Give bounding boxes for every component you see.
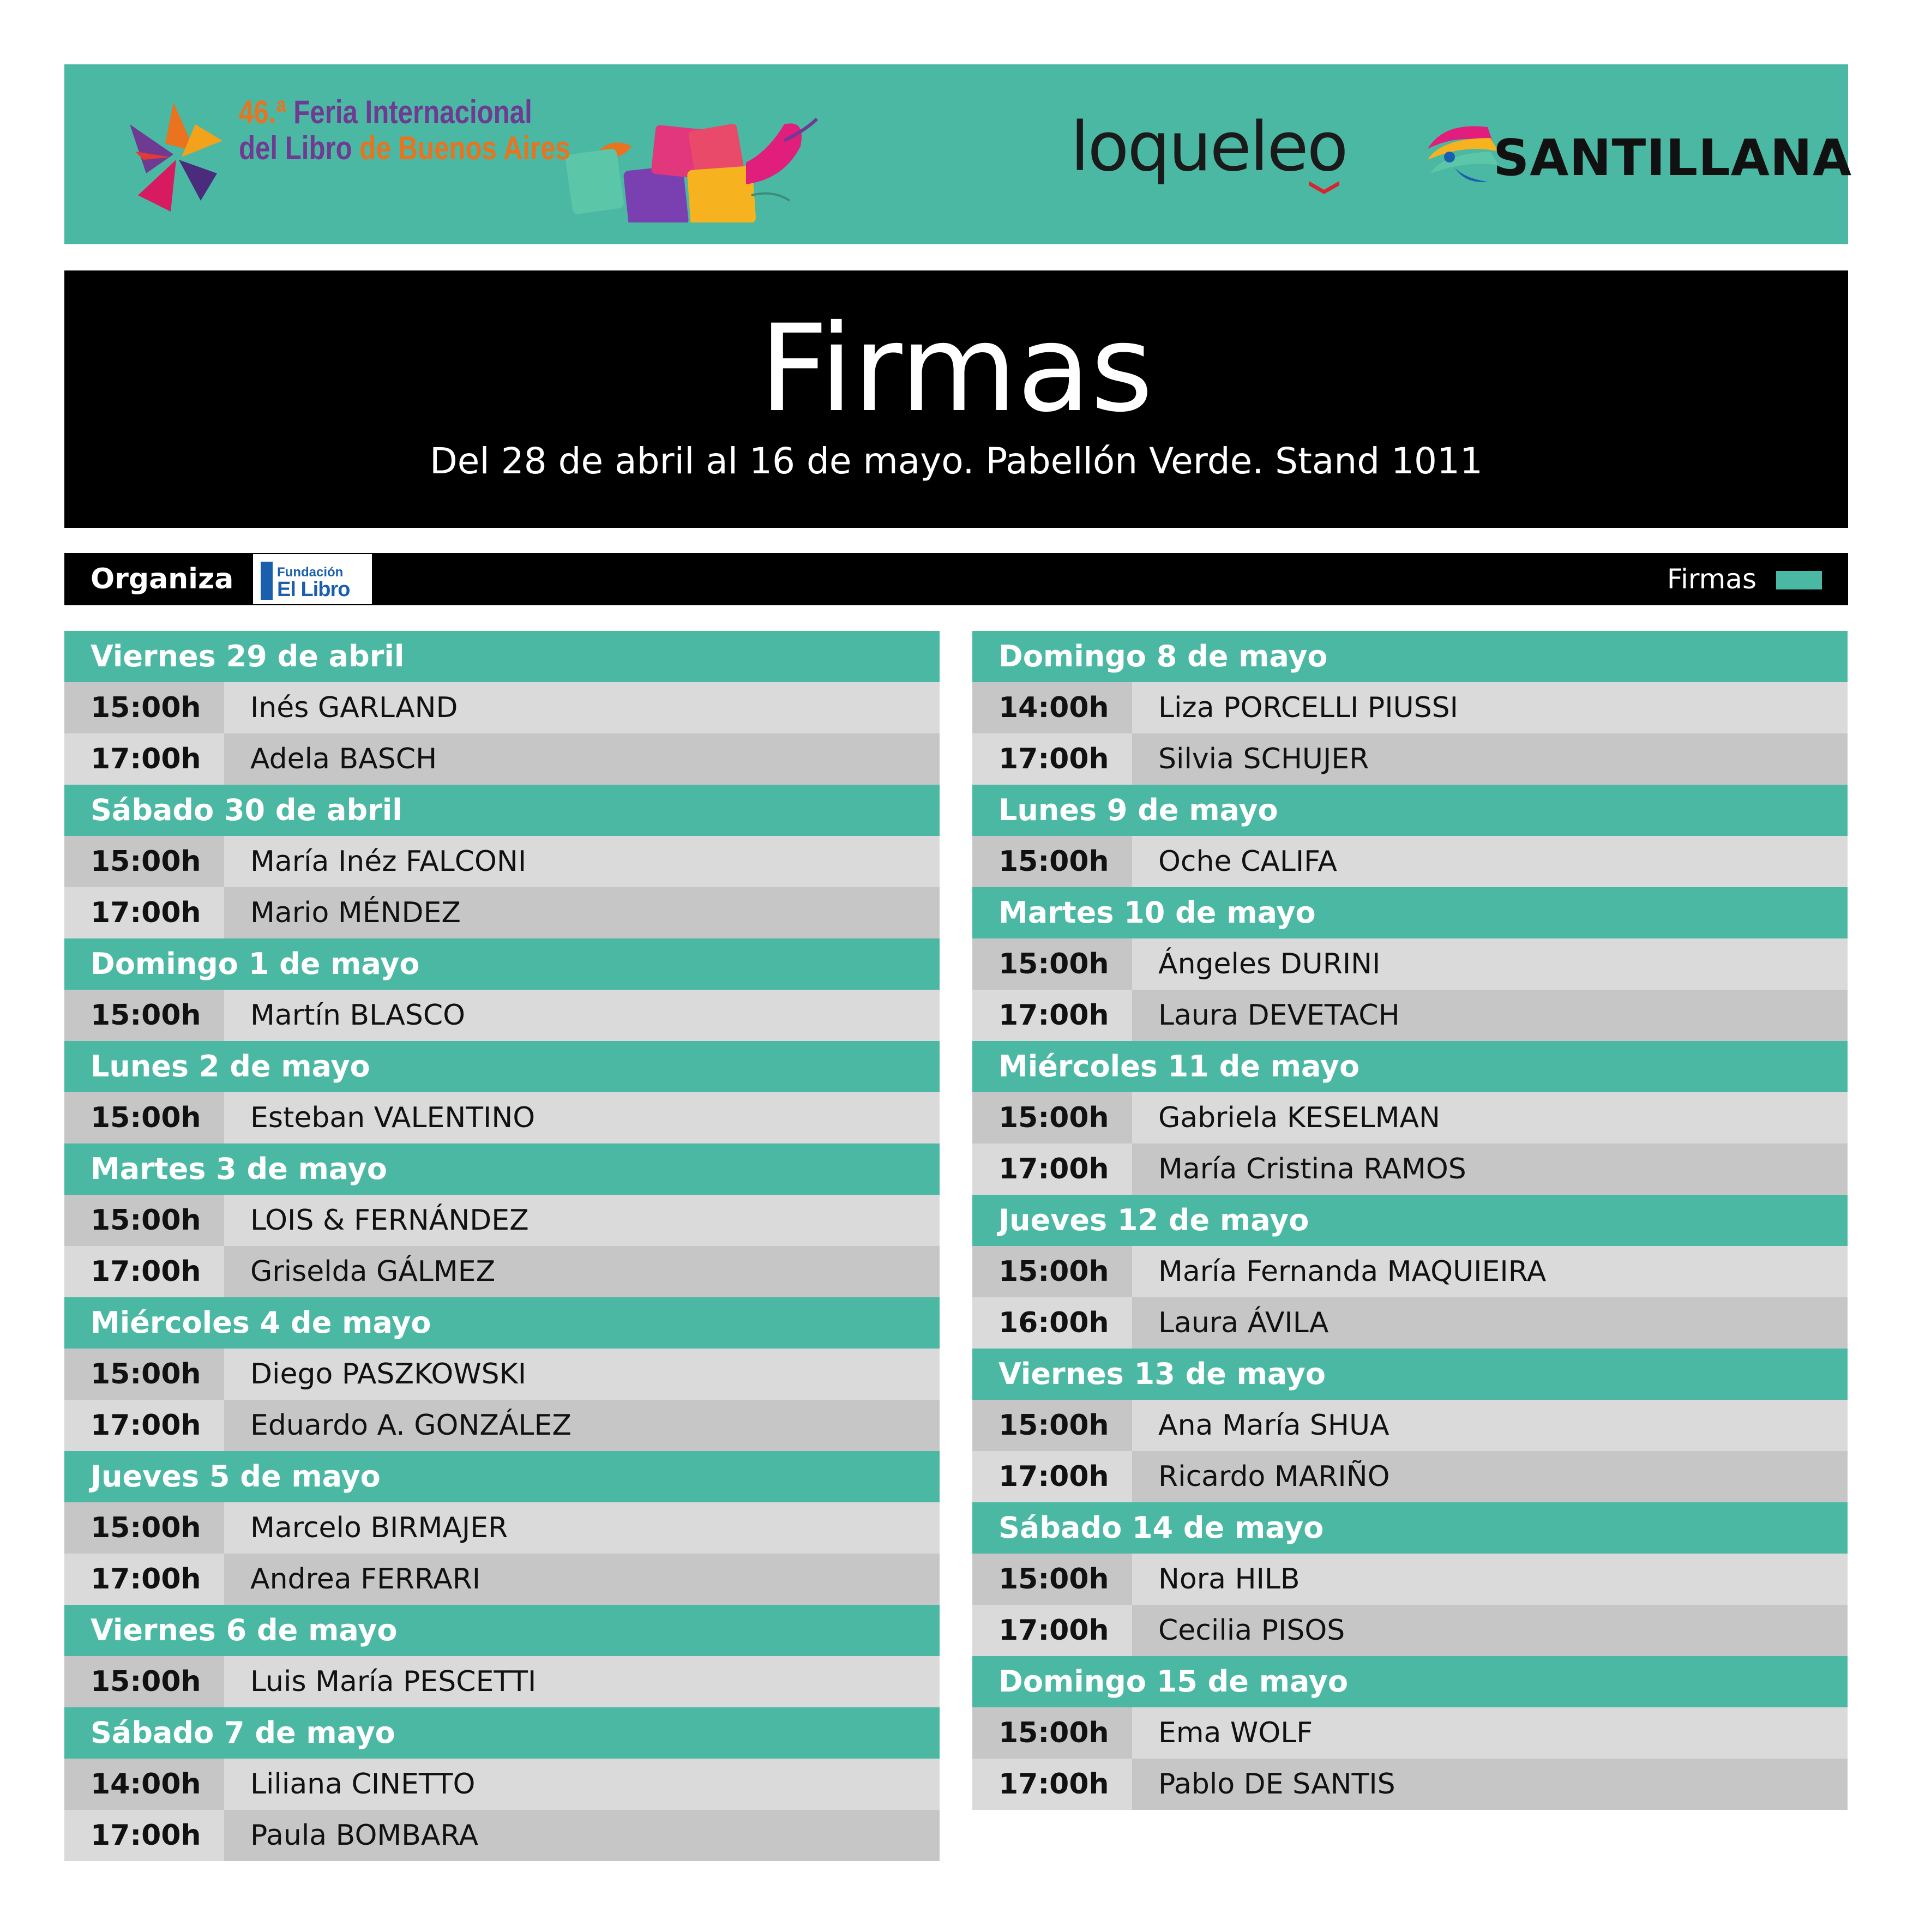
- fair-name: [239, 94, 570, 166]
- header-banner: [64, 64, 1852, 244]
- author-name: Mario MÉNDEZ: [224, 887, 940, 938]
- signing-time: 15:00h: [972, 1092, 1132, 1143]
- author-name: Martín BLASCO: [224, 990, 940, 1041]
- author-name: Diego PASZKOWSKI: [224, 1349, 940, 1400]
- signing-row: [972, 1759, 1848, 1810]
- signing-row: [972, 1451, 1848, 1502]
- day-header: Sábado 14 de mayo: [972, 1502, 1848, 1554]
- day-header: Martes 3 de mayo: [64, 1143, 940, 1195]
- fair-edition: 46.ª: [239, 94, 286, 130]
- legend-swatch: [1776, 571, 1822, 589]
- signing-row: [64, 1554, 940, 1605]
- day-header: Jueves 12 de mayo: [972, 1195, 1848, 1246]
- day-header: Lunes 2 de mayo: [64, 1041, 940, 1092]
- signing-time: 15:00h: [64, 1656, 224, 1707]
- author-name: Paula BOMBARA: [224, 1810, 940, 1861]
- organizer-label: Organiza: [91, 563, 234, 595]
- author-name: Luis María PESCETTI: [224, 1656, 940, 1707]
- signing-row: [64, 887, 940, 938]
- author-name: Ema WOLF: [1132, 1707, 1848, 1759]
- signing-time: 15:00h: [972, 1400, 1132, 1451]
- author-name: Griselda GÁLMEZ: [224, 1246, 940, 1297]
- author-name: Pablo DE SANTIS: [1132, 1759, 1848, 1810]
- author-name: Cecilia PISOS: [1132, 1605, 1848, 1656]
- author-name: Liza PORCELLI PIUSSI: [1132, 682, 1848, 733]
- author-name: Laura DEVETACH: [1132, 990, 1848, 1041]
- signing-time: 17:00h: [64, 1810, 224, 1861]
- signing-row: [64, 682, 940, 733]
- signing-time: 15:00h: [972, 1707, 1132, 1759]
- signing-row: [972, 938, 1848, 990]
- signing-time: 15:00h: [972, 836, 1132, 887]
- book-icon: [261, 562, 273, 600]
- signing-row: [64, 836, 940, 887]
- day-header: Martes 10 de mayo: [972, 887, 1848, 938]
- day-header: Viernes 13 de mayo: [972, 1349, 1848, 1400]
- page-subtitle: Del 28 de abril al 16 de mayo. Pabellón Verde. Stand 1011: [429, 440, 1483, 482]
- signing-time: 15:00h: [64, 1349, 224, 1400]
- signing-row: [972, 1143, 1848, 1195]
- author-name: María Fernanda MAQUIEIRA: [1132, 1246, 1848, 1297]
- author-name: LOIS & FERNÁNDEZ: [224, 1195, 940, 1246]
- author-name: Esteban VALENTINO: [224, 1092, 940, 1143]
- signing-time: 15:00h: [64, 1195, 224, 1246]
- signing-row: [972, 733, 1848, 785]
- signing-time: 15:00h: [64, 990, 224, 1041]
- signing-time: 14:00h: [64, 1759, 224, 1810]
- day-header: Viernes 29 de abril: [64, 631, 940, 682]
- signing-row: [972, 1605, 1848, 1656]
- signing-time: 15:00h: [972, 1554, 1132, 1605]
- signing-row: [64, 1195, 940, 1246]
- title-banner: [64, 270, 1848, 528]
- day-header: Domingo 15 de mayo: [972, 1656, 1848, 1707]
- page-title: Firmas: [759, 299, 1153, 438]
- signing-row: [972, 1400, 1848, 1451]
- signing-time: 17:00h: [972, 1759, 1132, 1810]
- author-name: Andrea FERRARI: [224, 1554, 940, 1605]
- organizer-bar: [64, 553, 1848, 605]
- signing-time: 17:00h: [972, 1605, 1132, 1656]
- signing-time: 15:00h: [972, 938, 1132, 990]
- signing-time: 17:00h: [64, 1554, 224, 1605]
- signing-row: [972, 1554, 1848, 1605]
- signing-time: 15:00h: [64, 1092, 224, 1143]
- schedule-column-right: [972, 631, 1848, 1810]
- schedule-column-left: [64, 631, 940, 1861]
- day-header: Jueves 5 de mayo: [64, 1451, 940, 1502]
- signing-time: 17:00h: [972, 990, 1132, 1041]
- author-name: Ricardo MARIÑO: [1132, 1451, 1848, 1502]
- santillana-logo: SANTILLANA: [1493, 129, 1852, 187]
- author-name: Nora HILB: [1132, 1554, 1848, 1605]
- signing-time: 17:00h: [64, 887, 224, 938]
- signing-row: [64, 1092, 940, 1143]
- day-header: Miércoles 11 de mayo: [972, 1041, 1848, 1092]
- loqueleo-book-icon: [1308, 179, 1340, 195]
- signing-time: 15:00h: [972, 1246, 1132, 1297]
- signing-row: [64, 1810, 940, 1861]
- author-name: María Inéz FALCONI: [224, 836, 940, 887]
- author-name: Ángeles DURINI: [1132, 938, 1848, 990]
- signing-time: 17:00h: [64, 1246, 224, 1297]
- author-name: Liliana CINETTO: [224, 1759, 940, 1810]
- signing-time: 15:00h: [64, 1502, 224, 1554]
- signing-row: [972, 1092, 1848, 1143]
- signing-row: [64, 1502, 940, 1554]
- signing-time: 17:00h: [972, 1451, 1132, 1502]
- author-name: Silvia SCHUJER: [1132, 733, 1848, 785]
- signing-row: [972, 682, 1848, 733]
- day-header: Miércoles 4 de mayo: [64, 1297, 940, 1349]
- author-name: Adela BASCH: [224, 733, 940, 785]
- signing-time: 16:00h: [972, 1297, 1132, 1349]
- signing-row: [64, 990, 940, 1041]
- day-header: Domingo 8 de mayo: [972, 631, 1848, 682]
- signing-row: [972, 1246, 1848, 1297]
- day-header: Domingo 1 de mayo: [64, 938, 940, 990]
- author-name: Ana María SHUA: [1132, 1400, 1848, 1451]
- signing-time: 17:00h: [64, 733, 224, 785]
- day-header: Sábado 7 de mayo: [64, 1707, 940, 1759]
- fair-name-line1: Feria Internacional: [293, 94, 532, 130]
- author-name: María Cristina RAMOS: [1132, 1143, 1848, 1195]
- day-header: Viernes 6 de mayo: [64, 1605, 940, 1656]
- signing-row: [64, 1656, 940, 1707]
- signing-row: [972, 990, 1848, 1041]
- author-name: Inés GARLAND: [224, 682, 940, 733]
- signing-time: 17:00h: [64, 1400, 224, 1451]
- signing-row: [64, 733, 940, 785]
- signing-row: [64, 1400, 940, 1451]
- signing-row: [64, 1759, 940, 1810]
- signing-time: 17:00h: [972, 1143, 1132, 1195]
- author-name: Gabriela KESELMAN: [1132, 1092, 1848, 1143]
- org-logo-line1: Fundación: [277, 565, 344, 580]
- day-header: Lunes 9 de mayo: [972, 785, 1848, 836]
- signing-time: 15:00h: [64, 836, 224, 887]
- author-name: Oche CALIFA: [1132, 836, 1848, 887]
- signing-row: [64, 1246, 940, 1297]
- legend-label: Firmas: [1667, 563, 1756, 595]
- day-header: Sábado 30 de abril: [64, 785, 940, 836]
- signing-row: [972, 1707, 1848, 1759]
- fair-name-line2b: de Buenos Aires: [359, 130, 570, 166]
- author-name: Marcelo BIRMAJER: [224, 1502, 940, 1554]
- loqueleo-logo: loqueleo: [1070, 108, 1347, 186]
- signing-row: [64, 1349, 940, 1400]
- pinwheel-icon: [130, 103, 222, 212]
- signing-time: 14:00h: [972, 682, 1132, 733]
- fair-name-line2a: del Libro: [239, 130, 352, 166]
- fundacion-el-libro-logo: [253, 554, 372, 604]
- org-logo-line2: El Libro: [277, 578, 350, 601]
- signing-row: [972, 836, 1848, 887]
- signing-time: 17:00h: [972, 733, 1132, 785]
- books-illustration: [565, 119, 817, 222]
- signing-time: 15:00h: [64, 682, 224, 733]
- author-name: Laura ÁVILA: [1132, 1297, 1848, 1349]
- signing-row: [972, 1297, 1848, 1349]
- author-name: Eduardo A. GONZÁLEZ: [224, 1400, 940, 1451]
